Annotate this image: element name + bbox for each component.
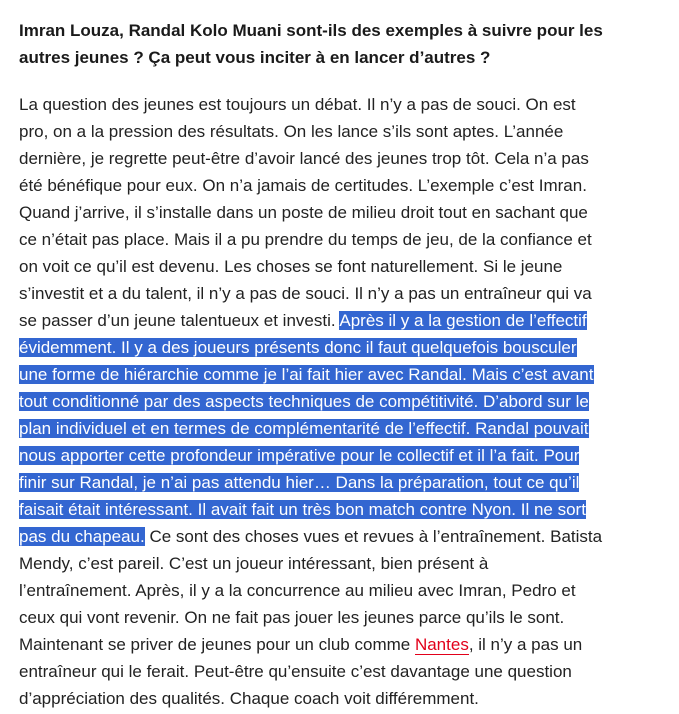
interview-answer: [19, 91, 669, 712]
answer-text: La question des jeunes est toujours un débat. Il n’y a pas de souci. On est pro, on a la pression des résultats. On les lance s’ils sont aptes. L’année dernière, je regrette peut-être d’avoir lancé des jeunes trop tôt. Cela n’a pas été bénéfique pour eux. On n’a jamais de certitudes. L’exemple c’est Imran. Quand j’arrive, il s’installe dans un poste de milieu droit tout en sachant que ce n’était pas place. Mais il a pu prendre du temps de jeu, de la confiance et on voit ce qu’il est devenu. Les choses se font naturellement. Si le jeune s’investit et a du talent, il n’y a pas de souci. Il n’y a pas un entraîneur qui va se passer d’un jeune talentueux et investi.: [19, 95, 592, 330]
nantes-link[interactable]: Nantes: [414, 635, 469, 654]
answer-text: , il n’y a pas un entraîneur qui le ferait. Peut-être qu’ensuite c’est davantage une question d’appréciation des qualités. Chaque coach voit différemment.: [19, 635, 583, 708]
interview-question: Imran Louza, Randal Kolo Muani sont-ils des exemples à suivre pour les autres jeunes ? Ça peut vous inciter à en lancer d’autres ?: [19, 21, 603, 67]
selected-text[interactable]: Après il y a la gestion de l’effectif évidemment. Il y a des joueurs présents donc il faut quelquefois bousculer une forme de hiérarchie comme je l’ai fait hier avec Randal. Mais c’est avant tout conditionné par des aspects techniques de compétitivité. D’abord sur le plan individuel et en termes de complémentarité de l’effectif. Randal pouvait nous apporter cette profondeur impérative pour le collectif et il l’a fait. Pour finir sur Randal, je n’ai pas attendu hier… Dans la préparation, tout ce qu’il faisait était intéressant. Il avait fait un très bon match contre Nyon. Il ne sort pas du chapeau.: [19, 311, 594, 546]
answer-text: Ce sont des choses vues et revues à l’entraînement. Batista Mendy, c’est pareil. C’est un joueur intéressant, bien présent à l’entraînement. Après, il y a la concurrence au milieu avec Imran, Pedro et ceux qui vont revenir. On ne fait pas jouer les jeunes parce qu’ils le sont. Maintenant se priver de jeunes pour un club comme: [19, 527, 603, 654]
